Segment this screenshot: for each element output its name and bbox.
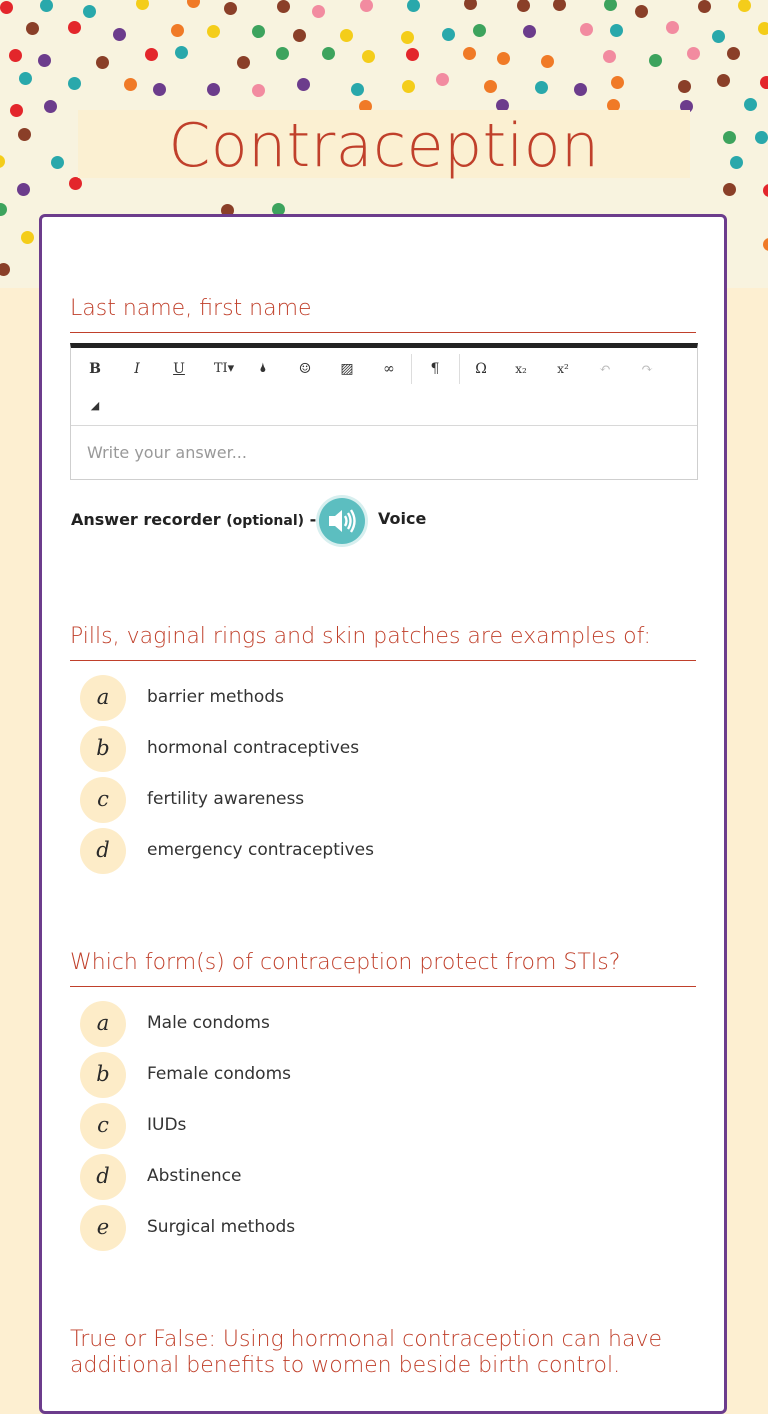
banner-dot <box>603 50 616 63</box>
question-4-title: True or False: Using hormonal contraception can have additional benefits to women beside birth control. <box>70 1327 663 1378</box>
banner-dot <box>473 24 486 37</box>
recorder-dash: - <box>309 510 317 529</box>
banner-dot <box>604 0 617 11</box>
banner-dot <box>407 0 420 12</box>
answer-option[interactable] <box>80 1052 680 1098</box>
banner-dot <box>523 25 536 38</box>
special-char-icon[interactable]: Ω <box>475 361 487 377</box>
banner-dot <box>463 47 476 60</box>
recorder-optional-text: (optional) <box>226 513 305 529</box>
banner-dot <box>322 47 335 60</box>
color-drop-icon[interactable]: 🌢 <box>259 361 267 376</box>
banner-dot <box>40 0 53 12</box>
banner-dot <box>406 48 419 61</box>
banner-dot <box>541 55 554 68</box>
answer-option[interactable] <box>80 726 680 772</box>
option-letter-badge: b <box>80 726 126 772</box>
banner-dot <box>758 22 768 35</box>
option-letter-badge: c <box>80 777 126 823</box>
banner-dot <box>763 238 768 251</box>
question-2-title: Pills, vaginal rings and skin patches are examples of: <box>70 624 696 661</box>
editor-toolbar <box>71 348 697 426</box>
banner-dot <box>649 54 662 67</box>
recorder-label-text: Answer recorder <box>71 510 221 529</box>
banner-dot <box>21 231 34 244</box>
option-letter-badge: a <box>80 675 126 721</box>
banner-dot <box>360 0 373 12</box>
banner-dot <box>124 78 137 91</box>
banner-dot <box>727 47 740 60</box>
banner-dot <box>517 0 530 12</box>
banner-dot <box>312 5 325 18</box>
banner-dot <box>9 49 22 62</box>
answer-option[interactable] <box>80 675 680 721</box>
banner-dot <box>553 0 566 11</box>
option-letter-badge: c <box>80 1103 126 1149</box>
banner-dot <box>698 0 711 13</box>
banner-dot <box>611 76 624 89</box>
banner-dot <box>19 72 32 85</box>
banner-dot <box>712 30 725 43</box>
answer-recorder <box>71 498 571 546</box>
banner-dot <box>580 23 593 36</box>
banner-dot <box>351 83 364 96</box>
banner-dot <box>113 28 126 41</box>
toolbar-divider <box>459 354 460 384</box>
option-letter-badge: e <box>80 1205 126 1251</box>
banner-dot <box>464 0 477 10</box>
banner-dot <box>678 80 691 93</box>
banner-dot <box>237 56 250 69</box>
banner-dot <box>145 48 158 61</box>
question-3-title: Which form(s) of contraception protect from STIs? <box>70 950 696 987</box>
banner-dot <box>38 54 51 67</box>
superscript-icon[interactable]: x² <box>557 362 569 376</box>
banner-dot <box>442 28 455 41</box>
banner-dot <box>340 29 353 42</box>
banner-dot <box>26 22 39 35</box>
banner-dot <box>224 2 237 15</box>
banner-dot <box>535 81 548 94</box>
answer-input[interactable]: Write your answer... <box>87 443 247 462</box>
option-text: emergency contraceptives <box>147 840 374 860</box>
banner-dot <box>635 5 648 18</box>
banner-dot <box>666 21 679 34</box>
option-text: Male condoms <box>147 1013 270 1033</box>
text-size-icon[interactable]: TI▾ <box>213 361 235 376</box>
banner-dot <box>68 77 81 90</box>
answer-option[interactable] <box>80 777 680 823</box>
banner-dot <box>252 84 265 97</box>
answer-option[interactable] <box>80 1205 680 1251</box>
banner-dot <box>277 0 290 13</box>
option-text: fertility awareness <box>147 789 305 809</box>
banner-dot <box>484 80 497 93</box>
option-text: Surgical methods <box>147 1217 296 1237</box>
banner-dot <box>136 0 149 10</box>
option-letter-badge: d <box>80 828 126 874</box>
italic-icon[interactable]: I <box>134 361 140 377</box>
banner-dot <box>153 83 166 96</box>
banner-dot <box>171 24 184 37</box>
option-text: hormonal contraceptives <box>147 738 360 758</box>
banner-dot <box>207 83 220 96</box>
banner-dot <box>252 25 265 38</box>
banner-dot <box>276 47 289 60</box>
banner-dot <box>175 46 188 59</box>
option-letter-badge: d <box>80 1154 126 1200</box>
answer-option[interactable] <box>80 1154 680 1200</box>
link-icon[interactable]: ∞ <box>383 361 395 377</box>
eraser-icon[interactable]: ◢ <box>90 399 100 412</box>
banner-dot <box>687 47 700 60</box>
emoji-icon[interactable]: ☺ <box>298 361 312 377</box>
banner-dot <box>0 1 13 14</box>
banner-dot <box>187 0 200 8</box>
toolbar-divider <box>411 354 412 384</box>
underline-icon[interactable]: U <box>173 361 185 377</box>
banner-dot <box>362 50 375 63</box>
banner-dot <box>293 29 306 42</box>
banner-dot <box>717 74 730 87</box>
paragraph-icon[interactable]: ¶ <box>430 361 440 377</box>
banner-dot <box>401 31 414 44</box>
option-text: Abstinence <box>147 1166 242 1186</box>
voice-label: Voice <box>378 509 427 528</box>
question-1-title: Last name, first name <box>70 296 696 333</box>
banner-dot <box>738 0 751 12</box>
undo-icon[interactable]: ↶ <box>599 361 611 377</box>
banner-dot <box>0 203 7 216</box>
bold-icon[interactable]: B <box>89 361 101 377</box>
banner-dot <box>402 80 415 93</box>
banner-dot <box>497 52 510 65</box>
answer-option[interactable] <box>80 828 680 874</box>
page-title: Contraception <box>168 111 600 181</box>
rich-text-editor[interactable] <box>70 343 698 480</box>
answer-option[interactable] <box>80 1001 680 1047</box>
redo-icon[interactable]: ↷ <box>641 361 653 377</box>
option-text: Female condoms <box>147 1064 292 1084</box>
option-letter-badge: b <box>80 1052 126 1098</box>
option-text: IUDs <box>147 1115 187 1135</box>
banner-dot <box>68 21 81 34</box>
banner-dot <box>436 73 449 86</box>
speaker-icon <box>327 507 357 535</box>
banner-dot <box>574 83 587 96</box>
option-letter-badge: a <box>80 1001 126 1047</box>
banner-dot <box>83 5 96 18</box>
banner-dot <box>207 25 220 38</box>
banner-dot <box>760 76 768 89</box>
option-text: barrier methods <box>147 687 284 707</box>
recorder-label <box>71 510 316 529</box>
answer-option[interactable] <box>80 1103 680 1149</box>
subscript-icon[interactable]: x₂ <box>515 362 527 376</box>
banner-dot <box>96 56 109 69</box>
voice-record-button[interactable] <box>319 498 365 544</box>
banner-dot <box>297 78 310 91</box>
banner-dot <box>0 263 10 276</box>
banner-dot <box>610 24 623 37</box>
image-icon[interactable]: ▨ <box>340 361 354 377</box>
